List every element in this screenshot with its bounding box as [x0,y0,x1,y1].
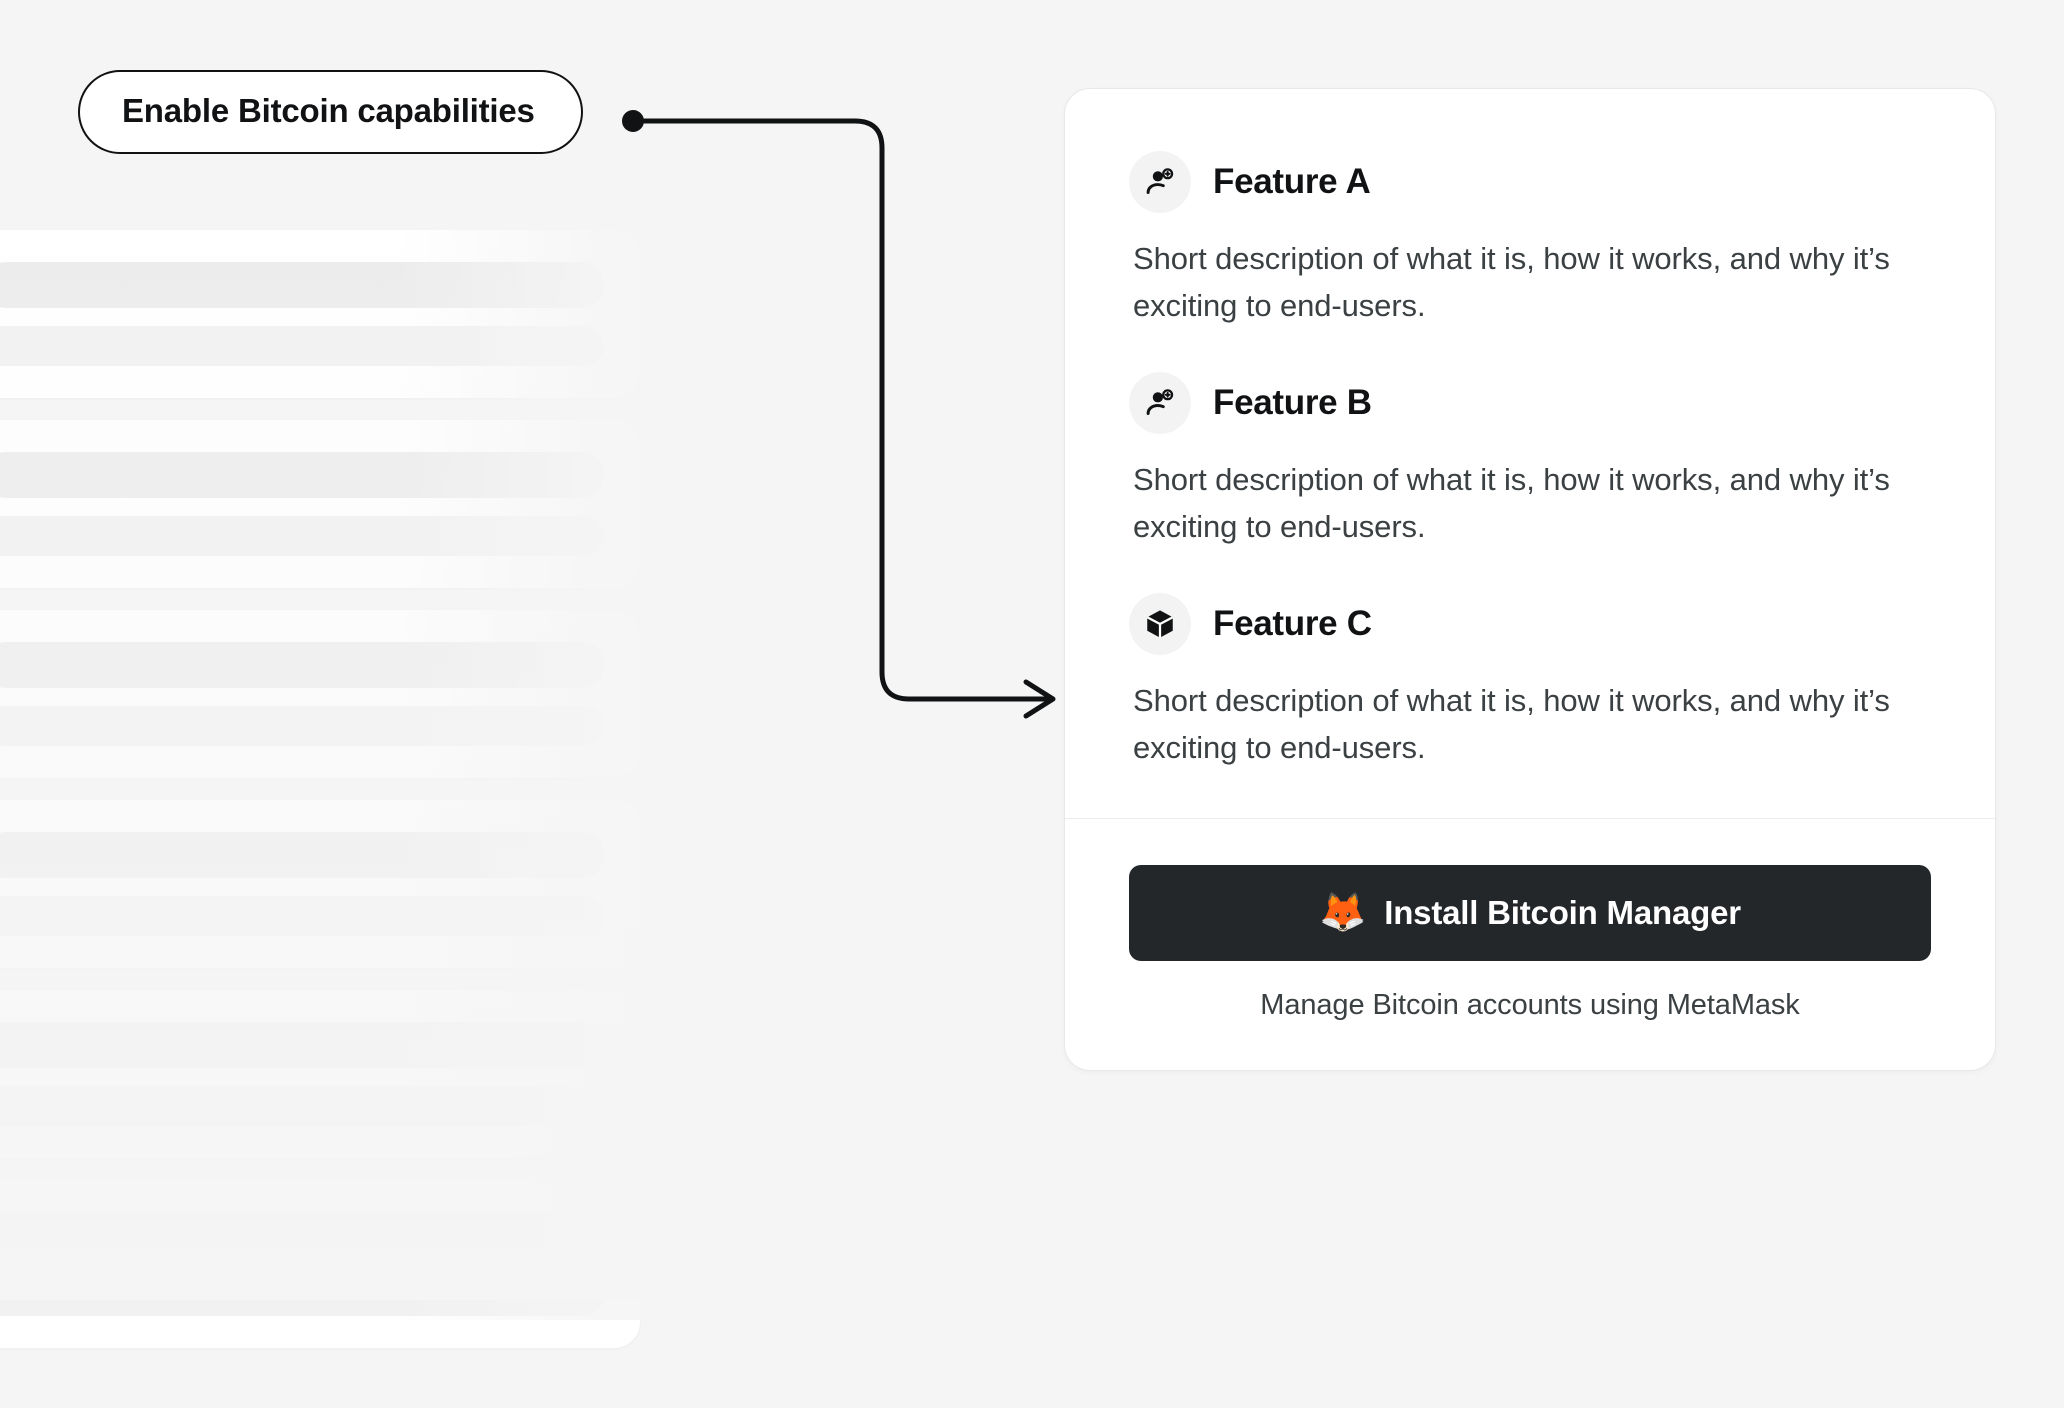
background-skeleton-list [0,230,640,1370]
feature-header [1129,372,1925,434]
account-add-icon [1129,151,1191,213]
skeleton-bar [0,326,604,366]
feature-title: Feature A [1213,162,1371,201]
feature-item [1129,151,1925,330]
feature-item [1129,593,1925,772]
account-add-icon [1129,372,1191,434]
connector-path [633,121,1047,699]
skeleton-bar [0,1086,604,1126]
feature-header [1129,151,1925,213]
feature-title: Feature C [1213,603,1372,643]
skeleton-bar [0,516,604,556]
skeleton-bar [0,642,604,688]
feature-title: Feature B [1213,382,1372,422]
skeleton-bar [0,1276,604,1316]
feature-header [1129,593,1925,655]
feature-item [1129,372,1925,551]
feature-description: Short description of what it is, how it works, and why it’s exciting to end-users. [1133,241,1890,324]
feature-list [1065,89,1995,818]
skeleton-card [0,990,640,1158]
connector-dot [622,110,644,132]
skeleton-card [0,230,640,398]
connector-arrowhead [1026,682,1053,716]
skeleton-card [0,1180,640,1348]
callout-label: Enable Bitcoin capabilities [78,70,583,154]
skeleton-card [0,800,640,968]
skeleton-bar [0,452,604,498]
skeleton-bar [0,896,604,936]
install-bitcoin-manager-button[interactable] [1129,865,1931,961]
skeleton-bar [0,832,604,878]
cube-icon [1129,593,1191,655]
feature-description: Short description of what it is, how it works, and why it’s exciting to end-users. [1133,461,1890,545]
skeleton-bar [0,706,604,746]
skeleton-card [0,610,640,778]
install-button-label: Install Bitcoin Manager [1384,894,1741,932]
skeleton-bar [0,1022,604,1068]
bitcoin-feature-card [1064,88,1996,1071]
skeleton-card [0,420,640,588]
skeleton-bar [0,262,604,308]
metamask-fox-icon: 🦊 [1319,892,1367,935]
footer-note: Manage Bitcoin accounts using MetaMask [1260,989,1800,1022]
skeleton-bar [0,1212,604,1258]
feature-description: Short description of what it is, how it works, and why it’s exciting to end-users. [1133,682,1890,766]
card-footer [1065,819,1995,1070]
